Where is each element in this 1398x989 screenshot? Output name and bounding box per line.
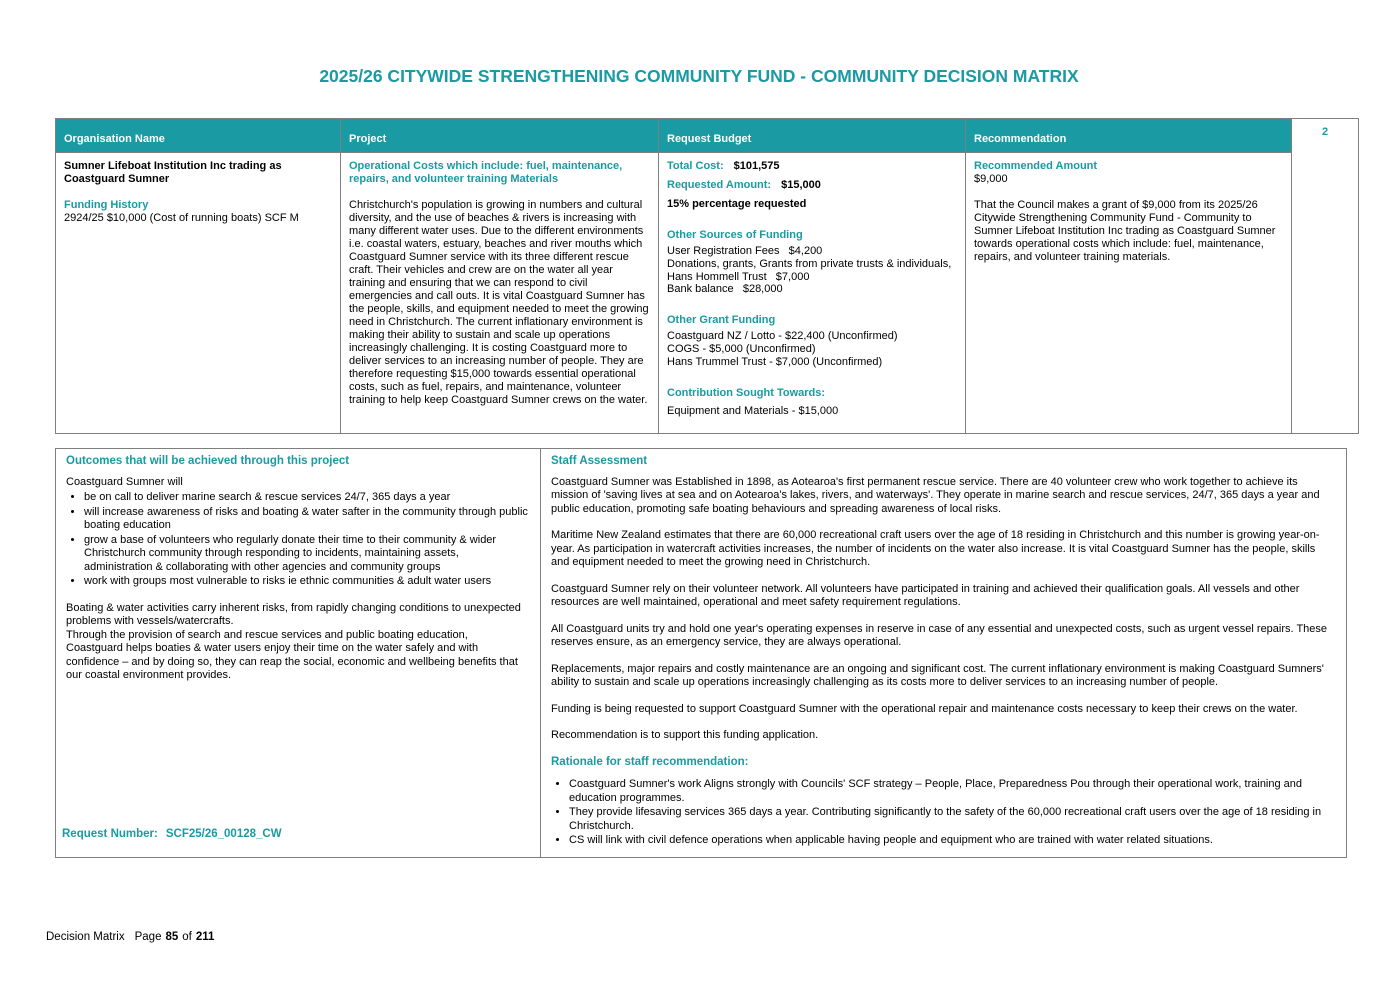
outcomes-intro: Coastguard Sumner will — [66, 475, 183, 488]
project-description: Christchurch's population is growing in numbers and cultural diversity, and the use of beaches & rivers is increasing with many different water uses. Due to the different environments i.e. coastal waters, estuary, beaches and river mouths which Coastguard Sumner service with its three different rescue craft. Their vehicles and crew are on the water all year training and ensuring that we can respond to civil emergencies and call outs. It is vital Coastguard Sumner has the people, skills, and equipment needed to meet the growing need in Christchurch. The current inflationary environment is making their ability to sustain and scale up operations increasingly challenging. It is costing Coastguard more to deliver services to an increasing number of people. They are therefore requesting $15,000 towards essential operational costs, such as fuel, repairs, and maintenance, volunteer training to help keep Coastguard Sumner crews on the water. — [349, 199, 649, 406]
page-footer — [46, 931, 218, 943]
recommended-amount-label: Recommended Amount — [974, 160, 1098, 172]
staff-paragraph: All Coastguard units try and hold one year's operating expenses in reserve in case of any essential and unexpected costs, such as urgent vessel repairs. These reserves ensure, as an emergency service, they are always operational. — [551, 622, 1328, 648]
rationale-bullet-list — [551, 778, 1336, 848]
footer-page-number: 85 — [165, 931, 179, 943]
requested-amount-label: Requested Amount: — [667, 179, 772, 191]
project-cell — [341, 153, 659, 434]
rationale-bullet: • Coastguard Sumner's work Aligns strongly with Councils' SCF strategy – People, Place, Preparedness Pou through their operational work, training and education programmes. — [569, 778, 1336, 805]
staff-paragraph: Coastguard Sumner rely on their volunteer network. All volunteers have participated in training and achieved their qualification goals. All vessels and other resources are well maintained, operational and meet safety requirement regulations. — [551, 582, 1300, 608]
other-grant-item: COGS - $5,000 (Unconfirmed) — [667, 342, 816, 355]
page-title: 2025/26 CITYWIDE STRENGTHENING COMMUNITY FUND - COMMUNITY DECISION MATRIX — [319, 66, 1079, 86]
staff-assessment-cell — [541, 449, 1347, 858]
staff-assessment-heading: Staff Assessment — [551, 455, 648, 467]
outcomes-bullet: • grow a base of volunteers who regularly donate their time to their community & wider Christchurch community through responding to incidents, maintaining assets, administration & collaborating with other agencies and community groups — [84, 534, 530, 575]
project-title: Operational Costs which include: fuel, maintenance, repairs, and volunteer training Materials — [349, 160, 623, 185]
other-source-item: Donations, grants, Grants from private trusts & individuals, — [667, 257, 952, 270]
contribution-value: Equipment and Materials - $15,000 — [667, 404, 839, 417]
funding-history-value: 2924/25 $10,000 (Cost of running boats) SCF M — [64, 212, 299, 224]
other-grant-item: Coastguard NZ / Lotto - $22,400 (Unconfirmed) — [667, 330, 898, 343]
outcomes-cell — [56, 449, 541, 858]
organisation-name: Sumner Lifeboat Institution Inc trading as Coastguard Sumner — [64, 160, 282, 185]
other-sources-label: Other Sources of Funding — [667, 229, 803, 241]
footer-total-pages: 211 — [195, 931, 215, 943]
rationale-bullet: • They provide lifesaving services 365 days a year. Contributing significantly to the safety of the 60,000 recreational craft users over the age of 18 residing in Christchurch. — [569, 806, 1336, 833]
other-sources-list — [667, 245, 957, 296]
recommended-amount-value: $9,000 — [974, 173, 1008, 185]
total-cost-line — [667, 160, 957, 173]
outcomes-closing-line: Boating & water activities carry inherent risks, from rapidly changing conditions to unexpected problems with vessels/watercrafts. — [66, 601, 521, 627]
decision-matrix-table — [55, 118, 1359, 434]
staff-paragraph: Coastguard Sumner was Established in 1898, as Aotearoa's first permanent rescue service. There are 40 volunteer crew who work together to achieve its mission of 'saving lives at sea and on Aotearoa's lakes, rivers, and waterways'. They operate in marine search and rescue services, 24/7, 365 days a year and public education, promoting safe boating behaviours and spreading awareness of local risks. — [551, 475, 1320, 515]
staff-paragraph: Replacements, major repairs and costly maintenance are an ongoing and significant cost. The current inflationary environment is making Coastguard Sumners' ability to sustain and scale up operations increasingly challenging as its costs more to deliver services to an increasing number of people. — [551, 662, 1324, 688]
other-source-item: Bank balance $28,000 — [667, 283, 783, 296]
contribution-label: Contribution Sought Towards: — [667, 386, 826, 399]
other-grant-item: Hans Trummel Trust - $7,000 (Unconfirmed) — [667, 355, 883, 368]
other-source-item: Hans Hommell Trust $7,000 — [667, 270, 810, 283]
requested-amount-line — [667, 179, 957, 192]
outcomes-bullet-list — [66, 491, 530, 589]
total-cost-label: Total Cost: — [667, 160, 724, 172]
other-grant-list — [667, 330, 957, 368]
funding-history-label: Funding History — [64, 199, 149, 211]
other-grant-label: Other Grant Funding — [667, 314, 776, 327]
outcomes-heading: Outcomes that will be achieved through this project — [66, 455, 350, 467]
outcomes-closing-line: Coastguard helps boaties & water users enjoy their time on the water safely and with confidence – and by doing so, they can reap the social, economic and wellbeing benefits that our coastal environment provides. — [66, 642, 518, 681]
percentage-requested: 15% percentage requested — [667, 198, 807, 210]
header-request-budget: Request Budget — [659, 119, 966, 153]
request-number-value: SCF25/26_00128_CW — [165, 828, 282, 840]
footer-page-word: Page — [134, 931, 162, 943]
organisation-cell — [56, 153, 341, 434]
staff-paragraph: Funding is being requested to support Coastguard Sumner with the operational repair and maintenance costs necessary to keep their crews on the water. — [551, 702, 1298, 715]
request-budget-cell — [659, 153, 966, 434]
request-number-label: Request Number: — [62, 828, 158, 840]
outcomes-closing-line: Through the provision of search and rescue services and public boating education, — [66, 628, 468, 641]
row-number: 2 — [1292, 119, 1359, 434]
header-organisation-name: Organisation Name — [56, 119, 341, 153]
staff-paragraph: Maritime New Zealand estimates that there are 60,000 recreational craft users over the age of 18 residing in Christchurch and this number is growing year-on-year. As participation in watercraft activities increases, the number of incidents on the water also increase. It is vital Coastguard Sumner has the people, skills and equipment needed to meet the growing need in Christchurch. — [551, 529, 1320, 568]
requested-amount-value: $15,000 — [781, 179, 821, 191]
header-project: Project — [341, 119, 659, 153]
outcomes-bullet: • be on call to deliver marine search & rescue services 24/7, 365 days a year — [84, 491, 530, 505]
footer-doc-name: Decision Matrix — [46, 931, 125, 943]
footer-of-word: of — [182, 931, 192, 943]
recommendation-cell — [966, 153, 1292, 434]
request-number — [62, 828, 282, 840]
recommendation-text: That the Council makes a grant of $9,000 from its 2025/26 Citywide Strengthening Community Fund - Community to Sumner Lifeboat Institution Inc trading as Coastguard Sumner towards operational costs which include: fuel, maintenance, repairs, and volunteer training materials. — [974, 199, 1276, 263]
header-recommendation: Recommendation — [966, 119, 1292, 153]
data-row — [56, 153, 1359, 434]
outcomes-bullet: • work with groups most vulnerable to risks ie ethnic communities & adult water users — [84, 575, 530, 589]
staff-paragraph: Recommendation is to support this funding application. — [551, 729, 819, 741]
assessment-table — [55, 448, 1347, 858]
outcomes-bullet: • will increase awareness of risks and boating & water safter in the community through public boating education — [84, 506, 530, 533]
total-cost-value: $101,575 — [733, 160, 780, 172]
other-source-item: User Registration Fees $4,200 — [667, 245, 823, 257]
header-row — [56, 119, 1359, 153]
rationale-bullet: • CS will link with civil defence operations when applicable having people and equipment who are trained with water related situations. — [569, 834, 1336, 848]
rationale-heading: Rationale for staff recommendation: — [551, 755, 749, 768]
